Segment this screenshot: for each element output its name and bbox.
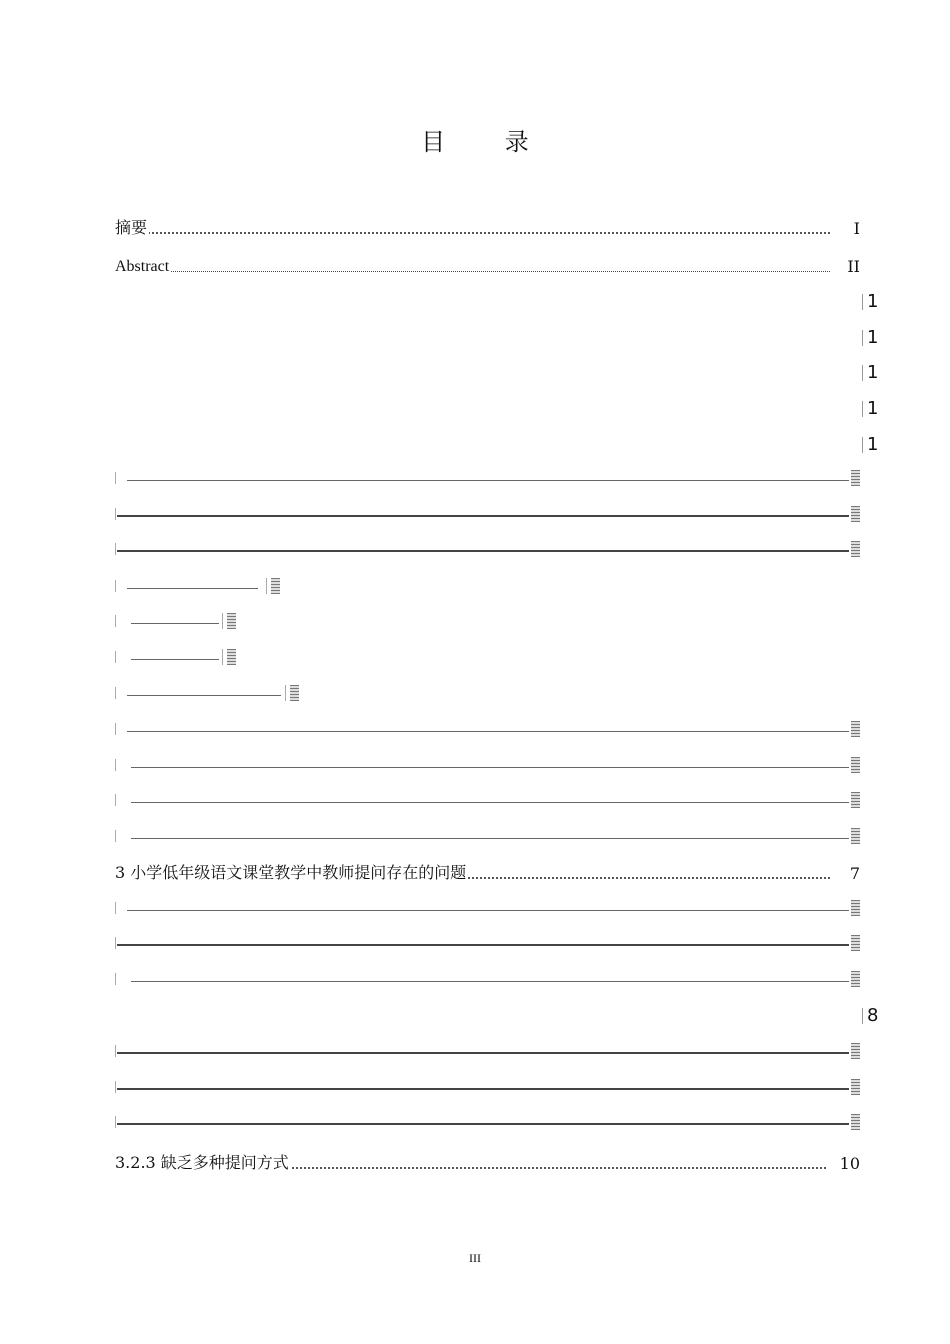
toc-illegible-entry xyxy=(115,468,862,488)
toc-entry-label: 摘要 xyxy=(115,215,149,238)
toc-illegible-entry xyxy=(115,539,862,559)
toc-entry-page: 1 xyxy=(867,291,879,312)
toc-entry-page: 1 xyxy=(867,434,879,455)
toc-entry-label: 3 小学低年级语文课堂教学中教师提问存在的问题 xyxy=(115,860,468,883)
toc-entry-page: II xyxy=(843,257,860,276)
toc-entry-section-3-2-3[interactable] xyxy=(115,1149,860,1173)
toc-illegible-entry xyxy=(115,790,862,810)
toc-entry-label: Abstract xyxy=(115,258,170,275)
page-number: III xyxy=(469,1251,481,1265)
toc-leader xyxy=(115,232,830,234)
toc-entry-page: 1 xyxy=(867,398,879,419)
toc-entry-page: 1 xyxy=(867,362,879,383)
toc-illegible-entry xyxy=(115,1077,862,1097)
toc-entry-abstract-en[interactable] xyxy=(115,252,860,276)
toc-illegible-entry xyxy=(115,576,285,596)
toc-illegible-entry xyxy=(115,683,305,703)
toc-illegible-entry xyxy=(115,826,862,846)
toc-illegible-entry xyxy=(115,933,862,953)
toc-leader xyxy=(115,271,830,272)
toc-illegible-entry xyxy=(115,898,862,918)
page-title: 目 录 xyxy=(421,128,555,156)
toc-illegible-entry xyxy=(115,504,862,524)
toc-illegible-entry xyxy=(115,647,240,667)
toc-entry-page: 10 xyxy=(836,1154,860,1173)
toc-illegible-entry xyxy=(115,611,240,631)
toc-illegible-entry xyxy=(115,969,862,989)
toc-entry-page: 1 xyxy=(867,327,879,348)
toc-entry-section-3[interactable] xyxy=(115,859,860,883)
toc-entry-page: 7 xyxy=(846,864,860,883)
toc-entry-abstract-cn[interactable] xyxy=(115,214,860,238)
toc-entry-page: 8 xyxy=(867,1005,879,1026)
toc-entry-label: 3.2.3 缺乏多种提问方式 xyxy=(115,1150,291,1173)
toc-illegible-entry xyxy=(115,755,862,775)
toc-illegible-entry xyxy=(115,1112,862,1132)
toc-illegible-entry xyxy=(115,719,862,739)
toc-entry-page: I xyxy=(850,219,860,238)
toc-illegible-entry xyxy=(115,1041,862,1061)
